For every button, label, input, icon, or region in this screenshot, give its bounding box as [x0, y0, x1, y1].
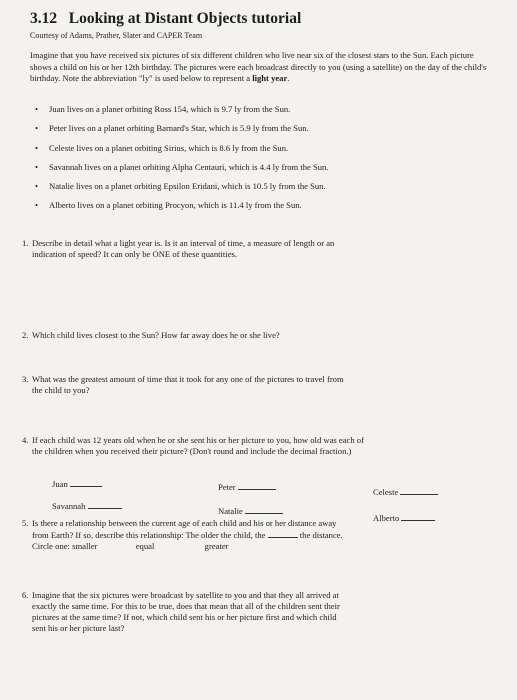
child-text: Natalie lives on a planet orbiting Epsilon Eridani, which is 10.5 ly from the Sun. [49, 181, 326, 192]
question-5 [22, 518, 343, 552]
age-natalie [218, 505, 283, 516]
option-equal[interactable]: equal [135, 541, 155, 551]
list-item [35, 158, 329, 177]
intro-paragraph [30, 50, 490, 85]
answer-blank[interactable] [401, 512, 435, 521]
question-text: Describe in detail what a light year is. Is it an interval of time, a measure of length or an [32, 238, 335, 248]
question-number: 4. [22, 435, 29, 445]
answer-blank[interactable] [238, 481, 276, 490]
list-item [35, 100, 329, 119]
age-savannah [52, 500, 122, 511]
bullet-icon: • [35, 161, 39, 172]
option-greater[interactable]: greater [204, 541, 229, 551]
section-number: 3.12 [30, 10, 58, 27]
question-text: the child to you? [32, 385, 90, 395]
answer-blank[interactable] [268, 529, 298, 538]
question-text: What was the greatest amount of time that it took for any one of the pictures to travel from [32, 374, 344, 384]
bullet-icon: • [35, 200, 39, 211]
question-number: 2. [22, 330, 29, 340]
question-text: Is there a relationship between the current age of each child and his or her distance away [32, 518, 337, 528]
question-number: 3. [22, 374, 29, 384]
children-list [35, 100, 329, 216]
question-text: from Earth? If so, describe this relationship: The older the child, the [32, 530, 266, 540]
credit-line: Courtesy of Adams, Prather, Slater and CAPER Team [30, 31, 203, 40]
answer-blank[interactable] [400, 486, 438, 495]
age-label: Celeste [373, 487, 399, 497]
bullet-icon: • [35, 123, 39, 134]
age-label: Alberto [373, 513, 400, 523]
question-4 [22, 435, 364, 457]
age-juan [52, 478, 102, 489]
question-text: pictures at the same time? If not, which child sent his or her picture first and which child [32, 612, 337, 622]
question-2 [22, 330, 280, 341]
question-1 [22, 238, 334, 260]
child-text: Juan lives on a planet orbiting Ross 154, which is 9.7 ly from the Sun. [49, 104, 291, 114]
circle-label: Circle one: [32, 541, 70, 551]
question-text-line2 [22, 529, 343, 541]
question-number: 1. [22, 238, 29, 248]
intro-bold-term: light year [252, 73, 288, 83]
child-text: Peter lives on a planet orbiting Barnard's Star, which is 5.9 ly from the Sun. [49, 123, 309, 134]
question-number: 6. [22, 590, 29, 600]
age-label: Savannah [52, 501, 86, 511]
answer-blank[interactable] [70, 478, 102, 487]
list-item [35, 196, 329, 215]
child-text: Savannah lives on a planet orbiting Alpha Centauri, which is 4.4 ly from the Sun. [49, 161, 329, 172]
question-text: sent his or her picture last? [32, 623, 125, 633]
question-text: the children when you received their picture? (Don't round and include the decimal fraction.) [32, 446, 352, 456]
answer-blank[interactable] [245, 505, 283, 514]
question-3 [22, 374, 344, 396]
question-text: exactly the same time. For this to be true, does that mean that all of the children sent their [32, 601, 340, 611]
list-item [35, 177, 329, 196]
list-item [35, 119, 329, 138]
child-text: Alberto lives on a planet orbiting Procyon, which is 11.4 ly from the Sun. [49, 200, 302, 211]
age-label: Juan [52, 479, 68, 489]
age-alberto [373, 512, 435, 523]
question-text: Which child lives closest to the Sun? How far away does he or she live? [32, 330, 280, 340]
age-label: Natalie [218, 506, 243, 516]
question-6 [22, 590, 340, 634]
answer-blank[interactable] [88, 500, 122, 509]
intro-end: . [287, 73, 290, 83]
circle-options [22, 541, 343, 552]
list-item [35, 139, 329, 158]
intro-text: Imagine that you have received six pictures of six different children who live near six of the closest stars to the Sun. Each picture shows a child on his or her 12th birthday. The pictures were each broadcast directly to you (using a satellite) on the day of the child's birthday. Note the abbreviation "ly" is used below to represent a [30, 50, 487, 83]
question-text: indication of speed? It can only be ONE of these quantities. [32, 249, 237, 259]
bullet-icon: • [35, 181, 39, 192]
question-number: 5. [22, 518, 29, 528]
question-text: the distance. [299, 530, 343, 540]
bullet-icon: • [35, 142, 39, 153]
title-text: Looking at Distant Objects tutorial [68, 10, 302, 27]
child-text: Celeste lives on a planet orbiting Sirius, which is 8.6 ly from the Sun. [49, 142, 289, 153]
option-smaller[interactable]: smaller [72, 541, 98, 551]
age-celeste [373, 486, 438, 497]
page-title [30, 10, 301, 28]
age-label: Peter [218, 482, 236, 492]
age-peter [218, 481, 276, 492]
bullet-icon: • [35, 104, 39, 114]
question-text: Imagine that the six pictures were broadcast by satellite to you and that they all arrived at [32, 590, 339, 600]
question-text: If each child was 12 years old when he or she sent his or her picture to you, how old was each of [32, 435, 364, 445]
